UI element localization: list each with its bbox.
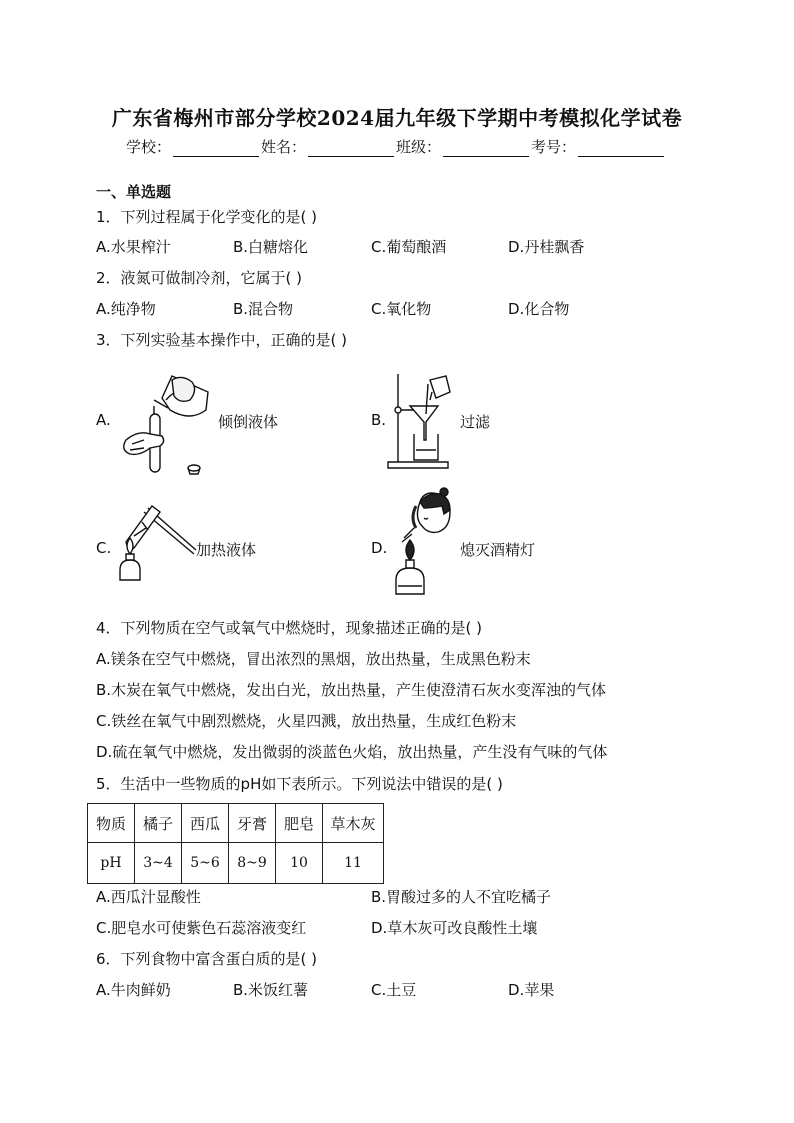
question-4-option-c: C.铁丝在氧气中剧烈燃烧，火星四溅，放出热量，生成红色粉末 — [96, 712, 517, 730]
table-cell: 物质 — [88, 804, 135, 843]
table-cell: pH — [88, 843, 135, 884]
question-6-option-a: A.牛肉鲜奶 — [96, 981, 171, 999]
question-3-option-a-letter: A. — [96, 411, 111, 429]
class-label: 班级： — [396, 138, 442, 156]
question-4-stem: 4．下列物质在空气或氧气中燃烧时，现象描述正确的是( ) — [96, 619, 483, 637]
table-cell: 西瓜 — [182, 804, 229, 843]
question-5-option-c: C.肥皂水可使紫色石蕊溶液变红 — [96, 919, 307, 937]
question-3-option-b-caption: 过滤 — [460, 413, 491, 431]
question-2-stem: 2．液氮可做制冷剂，它属于( ) — [96, 269, 303, 287]
question-4-option-a: A.镁条在空气中燃烧，冒出浓烈的黑烟，放出热量，生成黑色粉末 — [96, 650, 531, 668]
question-4-option-b: B.木炭在氧气中燃烧，发出白光，放出热量，产生使澄清石灰水变浑浊的气体 — [96, 681, 607, 699]
filtration-illustration — [386, 370, 456, 470]
question-3-option-a-caption: 倾倒液体 — [218, 413, 279, 431]
question-3-stem: 3．下列实验基本操作中，正确的是( ) — [96, 331, 348, 349]
table-cell: 10 — [276, 843, 323, 884]
question-1-option-c: C.葡萄酿酒 — [371, 238, 447, 256]
question-5-option-d: D.草木灰可改良酸性土壤 — [371, 919, 538, 937]
ph-table — [87, 803, 384, 884]
table-cell: 肥皂 — [276, 804, 323, 843]
school-label: 学校： — [126, 138, 172, 156]
question-3-option-c-caption: 加热液体 — [196, 541, 257, 559]
question-6-option-b: B.米饭红薯 — [233, 981, 309, 999]
table-cell: 橘子 — [135, 804, 182, 843]
class-blank — [443, 142, 529, 157]
student-info-line — [126, 136, 666, 157]
name-blank — [308, 142, 394, 157]
name-label: 姓名： — [261, 138, 307, 156]
question-6-option-c: C.土豆 — [371, 981, 417, 999]
table-cell: 8~9 — [229, 843, 276, 884]
question-3-option-d-caption: 熄灭酒精灯 — [460, 541, 536, 559]
question-6-stem: 6．下列食物中富含蛋白质的是( ) — [96, 950, 318, 968]
page-title: 广东省梅州市部分学校2024届九年级下学期中考模拟化学试卷 — [111, 106, 683, 130]
question-2-option-c: C.氧化物 — [371, 300, 432, 318]
section-heading: 一、单选题 — [96, 183, 172, 201]
table-cell: 5~6 — [182, 843, 229, 884]
question-5-option-b: B.胃酸过多的人不宜吃橘子 — [371, 888, 552, 906]
question-1-option-b: B.白糖熔化 — [233, 238, 309, 256]
extinguish-alcohol-lamp-illustration — [384, 488, 464, 600]
question-1-option-d: D.丹桂飘香 — [508, 238, 585, 256]
question-4-option-d: D.硫在氧气中燃烧，发出微弱的淡蓝色火焰，放出热量，产生没有气味的气体 — [96, 743, 608, 761]
table-cell: 3~4 — [135, 843, 182, 884]
heating-liquid-illustration — [108, 498, 198, 588]
ph-table-value-row — [88, 843, 384, 884]
question-3-option-c-letter: C. — [96, 539, 112, 557]
question-6-option-d: D.苹果 — [508, 981, 555, 999]
question-3-option-d-letter: D. — [371, 539, 388, 557]
question-5-stem: 5．生活中一些物质的pH如下表所示。下列说法中错误的是( ) — [96, 775, 503, 793]
table-cell: 草木灰 — [323, 804, 384, 843]
question-2-option-d: D.化合物 — [508, 300, 570, 318]
question-5-option-a: A.西瓜汁显酸性 — [96, 888, 201, 906]
ph-table-header-row — [88, 804, 384, 843]
question-1-stem: 1．下列过程属于化学变化的是( ) — [96, 208, 318, 226]
table-cell: 牙膏 — [229, 804, 276, 843]
exam-number-label: 考号： — [531, 138, 577, 156]
table-cell: 11 — [323, 843, 384, 884]
question-1-option-a: A.水果榨汁 — [96, 238, 171, 256]
question-3-option-b-letter: B. — [371, 411, 387, 429]
exam-number-blank — [578, 142, 664, 157]
school-blank — [173, 142, 259, 157]
question-2-option-b: B.混合物 — [233, 300, 294, 318]
pouring-liquid-illustration — [110, 370, 220, 480]
question-2-option-a: A.纯净物 — [96, 300, 156, 318]
